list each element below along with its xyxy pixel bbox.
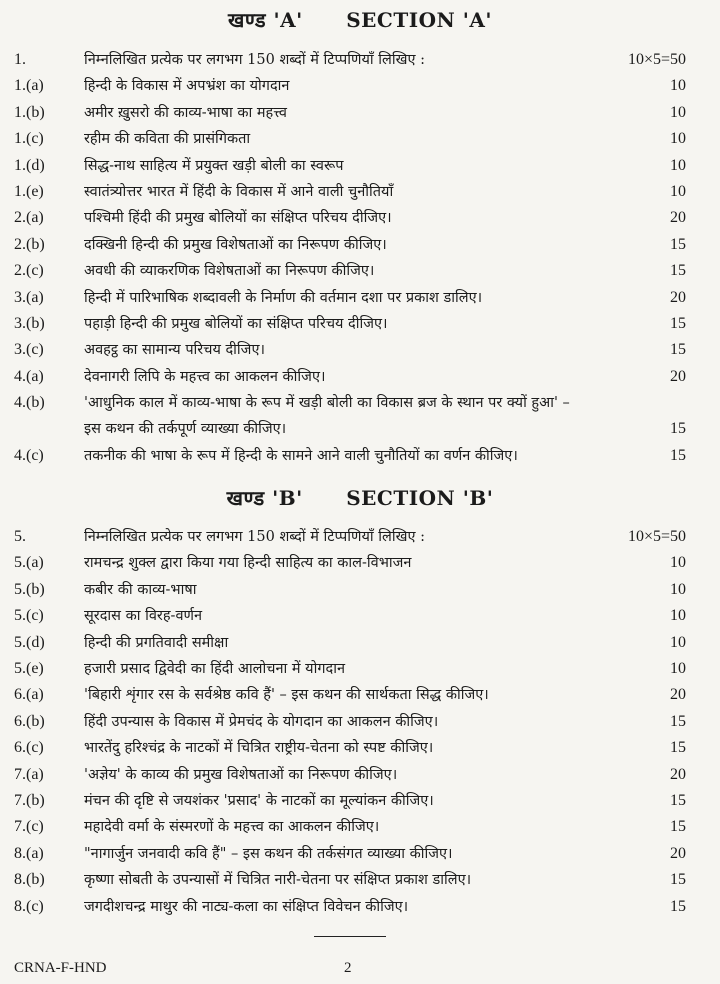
question-number: 2.(a) xyxy=(14,209,44,227)
question-row xyxy=(0,867,720,893)
question-text: हजारी प्रसाद द्विवेदी का हिंदी आलोचना में योगदान xyxy=(84,661,345,677)
question-text: रहीम की कविता की प्रासंगिकता xyxy=(84,131,251,148)
question-number: 5.(d) xyxy=(14,633,45,651)
question-row-continuation xyxy=(0,416,720,442)
question-number: 7.(c) xyxy=(14,818,44,836)
question-text: हिन्दी में पारिभाषिक शब्दावली के निर्माण की वर्तमान दशा पर प्रकाश डालिए। xyxy=(84,289,483,306)
section-a-heading-hindi: खण्ड 'A' xyxy=(227,8,303,32)
question-row xyxy=(0,443,720,469)
question-text: महादेवी वर्मा के संस्मरणों के महत्त्व का आकलन कीजिए। xyxy=(84,819,380,836)
footer-divider xyxy=(314,936,386,937)
question-marks: 15 xyxy=(670,712,686,730)
question-text: अमीर ख़ुसरो की काव्य-भाषा का महत्त्व xyxy=(84,104,287,121)
question-marks: 20 xyxy=(670,288,686,306)
question-number: 4.(c) xyxy=(14,446,44,464)
paper-code: CRNA-F-HND xyxy=(14,960,107,976)
question-text: दक्खिनी हिन्दी की प्रमुख विशेषताओं का निरूपण कीजिए। xyxy=(84,236,387,253)
section-a-heading xyxy=(0,6,720,33)
question-row xyxy=(0,390,720,416)
question-row xyxy=(0,577,720,603)
question-marks: 10 xyxy=(670,103,686,121)
question-number: 4.(b) xyxy=(14,394,45,412)
question-marks: 20 xyxy=(670,367,686,385)
question-marks: 15 xyxy=(670,739,686,757)
question-row xyxy=(0,656,720,682)
question-number: 4.(a) xyxy=(14,367,44,385)
question-row xyxy=(0,630,720,656)
question-text: कृष्णा सोबती के उपन्यासों में चित्रित नारी-चेतना पर संक्षिप्त प्रकाश डालिए। xyxy=(84,872,472,889)
question-text: हिंदी उपन्यास के विकास में प्रेमचंद के योगदान का आकलन कीजिए। xyxy=(84,713,439,730)
question-text: पहाड़ी हिन्दी की प्रमुख बोलियों का संक्षिप्त परिचय दीजिए। xyxy=(84,316,388,332)
question-text: सूरदास का विरह-वर्णन xyxy=(84,608,203,625)
question-number: 5.(c) xyxy=(14,607,44,625)
question-marks: 10×5=50 xyxy=(627,528,686,545)
question-marks: 10 xyxy=(670,183,686,200)
question-text: निम्नलिखित प्रत्येक पर लगभग 150 शब्दों में टिप्पणियाँ लिखिए : xyxy=(84,529,425,545)
question-number: 2.(b) xyxy=(14,235,45,253)
question-row xyxy=(0,126,720,152)
question-marks: 10×5=50 xyxy=(627,51,686,68)
question-number: 7.(b) xyxy=(14,792,45,809)
question-row xyxy=(0,47,720,73)
question-number: 3.(c) xyxy=(14,341,44,359)
question-text: सिद्ध-नाथ साहित्य में प्रयुक्त खड़ी बोली का स्वरूप xyxy=(84,157,344,174)
question-marks: 10 xyxy=(670,633,686,651)
question-row xyxy=(0,524,720,550)
question-marks: 15 xyxy=(670,262,686,280)
question-marks: 10 xyxy=(670,554,686,572)
question-number: 6.(a) xyxy=(14,686,44,704)
question-row xyxy=(0,100,720,126)
question-row xyxy=(0,73,720,99)
question-row xyxy=(0,179,720,205)
question-number: 2.(c) xyxy=(14,262,44,280)
question-number: 8.(a) xyxy=(14,844,44,862)
question-text-continuation: इस कथन की तर्कपूर्ण व्याख्या कीजिए। xyxy=(84,421,287,438)
question-number: 1.(c) xyxy=(14,130,44,148)
question-text: निम्नलिखित प्रत्येक पर लगभग 150 शब्दों में टिप्पणियाँ लिखिए : xyxy=(84,52,425,68)
question-text: कबीर की काव्य-भाषा xyxy=(84,581,197,598)
question-marks: 10 xyxy=(670,156,686,174)
question-text: 'बिहारी शृंगार रस के सर्वश्रेष्ठ कवि हैं' – इस कथन की सार्थकता सिद्ध कीजिए। xyxy=(84,687,489,704)
question-row xyxy=(0,205,720,231)
question-text: भारतेंदु हरिश्चंद्र के नाटकों में चित्रित राष्ट्रीय-चेतना को स्पष्ट कीजिए। xyxy=(84,740,434,757)
question-number: 6.(c) xyxy=(14,739,44,757)
question-row xyxy=(0,153,720,179)
question-number: 3.(a) xyxy=(14,288,44,306)
question-row xyxy=(0,337,720,363)
question-row xyxy=(0,258,720,284)
question-marks: 10 xyxy=(670,607,686,625)
question-number: 3.(b) xyxy=(14,315,45,332)
question-row xyxy=(0,682,720,708)
question-marks: 10 xyxy=(670,130,686,148)
question-marks: 15 xyxy=(670,792,686,809)
question-number: 1.(d) xyxy=(14,156,45,174)
question-number: 5.(a) xyxy=(14,554,44,572)
question-number: 7.(a) xyxy=(14,765,44,783)
question-marks: 15 xyxy=(670,446,686,464)
question-text: पश्चिमी हिंदी की प्रमुख बोलियों का संक्षिप्त परिचय दीजिए। xyxy=(84,210,392,227)
question-row xyxy=(0,735,720,761)
question-row xyxy=(0,232,720,258)
question-text: रामचन्द्र शुक्ल द्वारा किया गया हिन्दी साहित्य का काल-विभाजन xyxy=(84,555,412,572)
question-marks: 20 xyxy=(670,765,686,783)
question-marks: 15 xyxy=(670,871,686,889)
question-text: स्वातंत्र्योत्तर भारत में हिंदी के विकास में आने वाली चुनौतियाँ xyxy=(84,184,394,200)
question-marks: 15 xyxy=(670,818,686,836)
section-a-heading-english: SECTION 'A' xyxy=(346,8,493,32)
question-marks: 20 xyxy=(670,686,686,704)
section-b-heading-english: SECTION 'B' xyxy=(346,486,494,510)
question-row xyxy=(0,788,720,814)
question-marks: 15 xyxy=(670,235,686,253)
question-text: 'आधुनिक काल में काव्य-भाषा के रूप में खड़ी बोली का विकास ब्रज के स्थान पर क्यों हुआ' – xyxy=(84,395,570,412)
question-text: "नागार्जुन जनवादी कवि हैं" – इस कथन की तर्कसंगत व्याख्या कीजिए। xyxy=(84,845,453,862)
question-text: 'अज्ञेय' के काव्य की प्रमुख विशेषताओं का निरूपण कीजिए। xyxy=(84,766,398,783)
question-text: अवधी की व्याकरणिक विशेषताओं का निरूपण कीजिए। xyxy=(84,263,375,280)
question-row xyxy=(0,311,720,337)
question-text: अवहट्ठ का सामान्य परिचय दीजिए। xyxy=(84,342,265,359)
question-text: देवनागरी लिपि के महत्त्व का आकलन कीजिए। xyxy=(84,368,326,385)
question-marks: 15 xyxy=(670,315,686,332)
question-text: मंचन की दृष्टि से जयशंकर 'प्रसाद' के नाटकों का मूल्यांकन कीजिए। xyxy=(84,793,434,809)
question-text: तकनीक की भाषा के रूप में हिन्दी के सामने आने वाली चुनौतियों का वर्णन कीजिए। xyxy=(84,447,518,464)
question-row xyxy=(0,364,720,390)
question-row xyxy=(0,841,720,867)
question-marks: 10 xyxy=(670,580,686,598)
question-number: 1.(e) xyxy=(14,183,44,200)
question-number: 1. xyxy=(14,51,26,68)
question-marks: 15 xyxy=(670,897,686,915)
question-marks: 20 xyxy=(670,209,686,227)
question-number: 8.(b) xyxy=(14,871,45,889)
question-text: हिन्दी के विकास में अपभ्रंश का योगदान xyxy=(84,78,290,95)
question-row xyxy=(0,894,720,920)
question-row xyxy=(0,550,720,576)
question-marks: 20 xyxy=(670,844,686,862)
question-row xyxy=(0,709,720,735)
question-row xyxy=(0,603,720,629)
section-b-heading xyxy=(0,484,720,511)
question-text: हिन्दी की प्रगतिवादी समीक्षा xyxy=(84,634,229,651)
page-number: 2 xyxy=(344,960,352,976)
question-row xyxy=(0,285,720,311)
question-marks: 10 xyxy=(670,77,686,95)
question-marks: 10 xyxy=(670,660,686,677)
question-number: 5.(e) xyxy=(14,660,44,677)
question-number: 6.(b) xyxy=(14,712,45,730)
question-row xyxy=(0,814,720,840)
question-number: 8.(c) xyxy=(14,897,44,915)
question-number: 5. xyxy=(14,528,26,545)
question-number: 5.(b) xyxy=(14,580,45,598)
question-marks: 15 xyxy=(670,420,686,438)
question-number: 1.(b) xyxy=(14,103,45,121)
section-b-heading-hindi: खण्ड 'B' xyxy=(226,486,303,510)
question-text: जगदीशचन्द्र माथुर की नाट्य-कला का संक्षिप्त विवेचन कीजिए। xyxy=(84,898,409,915)
question-row xyxy=(0,762,720,788)
question-marks: 15 xyxy=(670,341,686,359)
question-number: 1.(a) xyxy=(14,77,44,95)
